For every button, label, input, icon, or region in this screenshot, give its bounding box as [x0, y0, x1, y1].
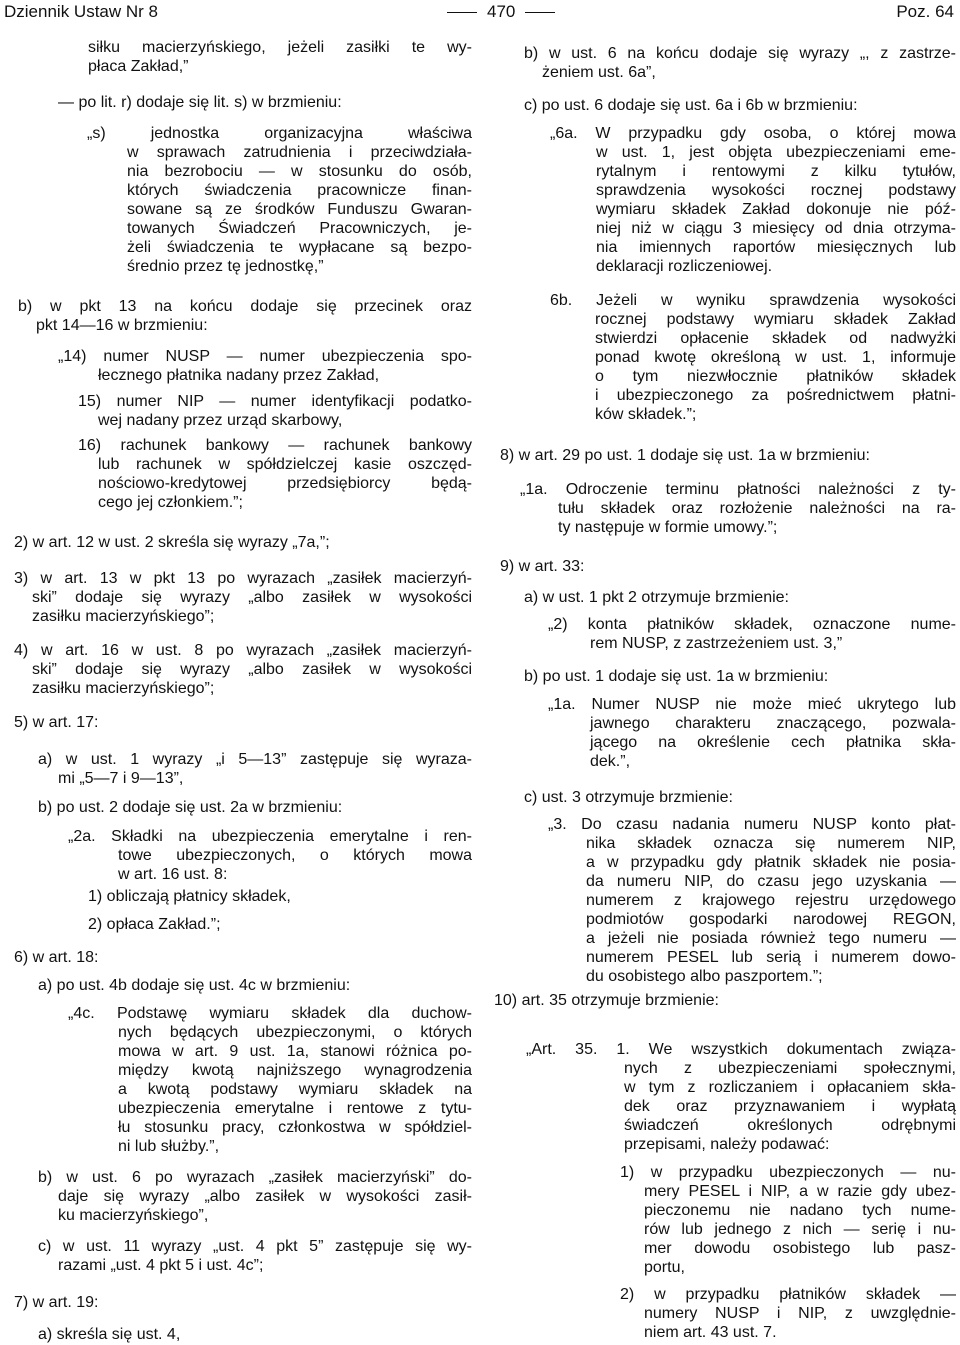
text-line: — po lit. r) dodaje się lit. s) w brzmieniu:: [58, 94, 342, 111]
text-line: razami „ust. 4 pkt 5 i ust. 4c”;: [58, 1257, 264, 1274]
text-line: a) w ust. 1 pkt 2 otrzymuje brzmienie:: [524, 589, 789, 606]
text-line: ków składek.”;: [595, 406, 697, 423]
left-paragraph: [78, 392, 472, 430]
right-paragraph: [620, 1285, 956, 1342]
position-number: Poz. 64: [896, 2, 954, 21]
text-line: 9) w art. 33:: [500, 558, 585, 575]
text-line: 1) obliczają płatnicy składek,: [88, 888, 291, 905]
right-paragraph: [500, 446, 956, 465]
text-line: b) po ust. 2 dodaje się ust. 2a w brzmieniu:: [38, 799, 343, 816]
text-line: portu,: [644, 1259, 685, 1276]
right-paragraph: [548, 815, 956, 986]
right-paragraph: [550, 124, 956, 276]
left-paragraph: [38, 976, 472, 995]
left-paragraph: [14, 641, 472, 698]
text-line: numerem PESEL lub serią i numerem dowo-: [586, 949, 956, 966]
left-paragraph: [14, 533, 472, 552]
text-line: rocznej podstawy wymiaru składek Zakład: [595, 311, 956, 328]
text-line: „1a. Numer NUSP nie może mieć ukrytego lub: [548, 696, 956, 713]
page-number: 470: [437, 2, 565, 21]
text-line: „Art. 35. 1. We wszystkich dokumentach związa-: [526, 1041, 956, 1058]
text-line: 10) art. 35 otrzymuje brzmienie:: [494, 992, 719, 1009]
right-paragraph: [620, 1163, 956, 1277]
text-line: rów lub jednego z nich — serię i nu-: [644, 1221, 956, 1238]
text-line: mery PESEL i NIP, a w razie gdy ubez-: [644, 1183, 956, 1200]
text-line: „2a. Składki na ubezpieczenia emerytalne i ren-: [68, 828, 472, 845]
left-paragraph: [68, 1004, 472, 1156]
right-paragraph: [548, 615, 956, 653]
text-line: podmiotów gospodarki narodowej REGON,: [586, 911, 956, 928]
left-paragraph: [14, 569, 472, 626]
text-line: pieczonemu nie nadano tych nume-: [644, 1202, 956, 1219]
text-line: ski” dodaje się wyrazy „albo zasiłek w wysokości: [32, 661, 472, 678]
left-paragraph: [14, 948, 472, 967]
text-line: w tym z rozliczaniem i opłacaniem skła-: [624, 1079, 956, 1096]
text-line: jawnego charakteru znaczącego, pozwala-: [590, 715, 956, 732]
text-line: nika składek oznacza się numerem NIP,: [586, 835, 956, 852]
text-line: mer dowodu osobistego lub pasz-: [644, 1240, 956, 1257]
right-paragraph: [524, 44, 956, 82]
dash-right: [525, 12, 555, 13]
right-paragraph: [524, 96, 956, 115]
text-line: siłku macierzyńskiego, jeżeli zasiłki te wy-: [88, 39, 472, 56]
text-line: a kwotą podstawy wymiaru składek na: [118, 1081, 472, 1098]
right-paragraph: [548, 695, 956, 771]
text-line: rem NUSP, z zastrzeżeniem ust. 3,”: [590, 635, 843, 652]
text-line: łu stosunku pracy, członkostwa w spółdziel-: [118, 1119, 472, 1136]
right-paragraph: [494, 991, 956, 1010]
text-line: 6) w art. 18:: [14, 949, 99, 966]
left-paragraph: [88, 915, 472, 934]
text-line: 1) w przypadku ubezpieczonych — nu-: [620, 1164, 956, 1181]
right-paragraph: [524, 588, 956, 607]
text-line: jącego na określenie cech płatnika skła-: [590, 734, 956, 751]
text-line: 3) w art. 13 w pkt 13 po wyrazach „zasiłek macierzyń-: [14, 570, 472, 587]
text-line: deklaracji rozliczeniowej.: [596, 258, 773, 275]
text-line: „3. Do czasu nadania numeru NUSP konto płat-: [548, 816, 956, 833]
text-line: du osobistego albo paszportem.”;: [586, 968, 823, 985]
text-line: ponad kwotę określoną w ust. 1, informuje: [595, 349, 956, 366]
text-line: b) w pkt 13 na końcu dodaje się przecinek oraz: [18, 298, 472, 315]
text-line: tułu składek oraz rozłożenie należności na ra-: [558, 500, 956, 517]
text-line: stwierdzi opłacenie składek od nadwyżki: [595, 330, 956, 347]
text-line: towanych Świadczeń Pracowniczych, je-: [127, 220, 472, 237]
text-line: dek oraz przyznawaniem i wypłatą: [624, 1098, 956, 1115]
text-line: ni lub służby.”,: [118, 1138, 220, 1155]
right-paragraph: [550, 291, 956, 424]
text-line: nia bezrobociu — w stosunku do osób,: [127, 163, 472, 180]
text-line: nych będących ubezpieczonymi, o których: [118, 1024, 472, 1041]
text-line: a) po ust. 4b dodaje się ust. 4c w brzmieniu:: [38, 977, 351, 994]
text-line: żeli świadczenia te wypłacane są bezpo-: [127, 239, 472, 256]
text-line: c) w ust. 11 wyrazy „ust. 4 pkt 5” zastępuje się wy-: [38, 1238, 472, 1255]
text-line: „6a. W przypadku gdy osoba, o której mowa: [550, 125, 956, 142]
right-paragraph: [524, 788, 956, 807]
text-line: w sprawach zatrudnienia i przeciwdziała-: [127, 144, 472, 161]
text-line: nia imiennych raportów miesięcznych lub: [596, 239, 956, 256]
journal-title: Dziennik Ustaw Nr 8: [4, 2, 158, 21]
text-line: b) w ust. 6 po wyrazach „zasiłek macierzyński” do-: [38, 1169, 472, 1186]
text-line: średnio przez tę jednostkę,”: [127, 258, 324, 275]
text-line: ty następuje w formie umowy.”;: [558, 519, 778, 536]
text-line: towe ubezpieczonych, o których mowa: [118, 847, 472, 864]
text-line: przepisami, należy podawać:: [624, 1136, 830, 1153]
text-line: c) po ust. 6 dodaje się ust. 6a i 6b w brzmieniu:: [524, 97, 858, 114]
left-paragraph: [18, 297, 472, 335]
page-header: [0, 0, 960, 26]
text-line: mi „5—7 i 9—13”,: [58, 770, 184, 787]
text-line: ski” dodaje się wyrazy „albo zasiłek w wysokości: [32, 589, 472, 606]
dash-left: [447, 12, 477, 13]
text-line: 6b. Jeżeli w wyniku sprawdzenia wysokości: [550, 292, 956, 309]
text-line: daje się wyrazy „albo zasiłek w wysokości zasił-: [58, 1188, 472, 1205]
text-line: łecznego płatnika nadany przez Zakład,: [98, 367, 380, 384]
text-line: 15) numer NIP — numer identyfikacji podatko-: [78, 393, 472, 410]
text-line: zasiłku macierzyńskiego”;: [32, 680, 215, 697]
text-line: pkt 14—16 w brzmieniu:: [36, 317, 208, 334]
text-line: numerem z krajowego rejestru urzędowego: [586, 892, 956, 909]
text-line: „s) jednostka organizacyjna właściwa: [87, 125, 472, 142]
text-line: 5) w art. 17:: [14, 714, 99, 731]
text-line: niem art. 43 ust. 7.: [644, 1324, 777, 1341]
left-paragraph: [78, 436, 472, 512]
text-line: 4) w art. 16 w ust. 8 po wyrazach „zasiłek macierzyń-: [14, 642, 472, 659]
text-line: 16) rachunek bankowy — rachunek bankowy: [78, 437, 472, 454]
text-line: ku macierzyńskiego”,: [58, 1207, 209, 1224]
text-line: sowane są ze środków Funduszu Gwaran-: [127, 201, 472, 218]
text-line: między kwotą najniższego wynagrodzenia: [118, 1062, 472, 1079]
text-line: „1a. Odroczenie terminu płatności należności z ty-: [520, 481, 956, 498]
text-line: „14) numer NUSP — numer ubezpieczenia spo-: [58, 348, 472, 365]
text-line: b) po ust. 1 dodaje się ust. 1a w brzmieniu:: [524, 668, 829, 685]
left-paragraph: [38, 1325, 472, 1344]
left-paragraph: [58, 93, 472, 112]
text-line: w ust. 1, jest objęta ubezpieczeniami eme-: [596, 144, 956, 161]
text-line: płaca Zakład,”: [88, 58, 189, 75]
text-line: 2) opłaca Zakład.”;: [88, 916, 221, 933]
text-line: 7) w art. 19:: [14, 1294, 99, 1311]
text-line: 2) w przypadku płatników składek —: [620, 1286, 956, 1303]
text-line: cego jej członkiem.”;: [98, 494, 243, 511]
left-paragraph: [58, 347, 472, 385]
text-line: wej nadany przez urząd skarbowy,: [98, 412, 343, 429]
text-line: b) w ust. 6 na końcu dodaje się wyrazy „, z zastrze-: [524, 45, 956, 62]
text-line: wymiaru składek Zakład dokonuje nie póź-: [596, 201, 956, 218]
text-line: o tym niezwłocznie płatników składek: [595, 368, 956, 385]
text-line: a jeżeli nie posiada również tego numeru —: [586, 930, 956, 947]
text-line: dek.”,: [590, 753, 631, 770]
text-line: numery NUSP i NIP, z uwzględnie-: [644, 1305, 956, 1322]
left-paragraph: [88, 38, 472, 76]
text-line: nościowo-kredytowej przedsiębiorcy będą-: [98, 475, 472, 492]
left-paragraph: [38, 750, 472, 788]
text-line: świadczeń określonych odrębnymi: [624, 1117, 956, 1134]
text-line: „4c. Podstawę wymiaru składek dla duchow-: [68, 1005, 472, 1022]
right-paragraph: [526, 1040, 956, 1154]
left-paragraph: [68, 827, 472, 884]
left-paragraph: [14, 1293, 472, 1312]
text-line: a) skreśla się ust. 4,: [38, 1326, 181, 1343]
text-line: „2) konta płatników składek, oznaczone nume-: [548, 616, 956, 633]
left-paragraph: [87, 124, 472, 276]
text-line: da numeru NIP, do czasu jego uzyskania —: [586, 873, 956, 890]
text-line: mowa w art. 9 ust. 1a, stanowi różnica po-: [118, 1043, 472, 1060]
text-line: żeniem ust. 6a”,: [542, 64, 656, 81]
text-line: których świadczenia pracownicze finan-: [127, 182, 472, 199]
left-paragraph: [14, 713, 472, 732]
text-line: 2) w art. 12 w ust. 2 skreśla się wyrazy „7a,”;: [14, 534, 330, 551]
text-line: niej niż w ciągu 3 miesięcy od dnia otrzyma-: [596, 220, 956, 237]
left-paragraph: [38, 1168, 472, 1225]
left-paragraph: [88, 887, 472, 906]
text-line: i ubezpieczonego za pośrednictwem płatni-: [595, 387, 956, 404]
left-paragraph: [38, 1237, 472, 1275]
text-line: zasiłku macierzyńskiego”;: [32, 608, 215, 625]
text-line: c) ust. 3 otrzymuje brzmienie:: [524, 789, 733, 806]
right-paragraph: [500, 557, 956, 576]
text-line: w art. 16 ust. 8:: [118, 866, 228, 883]
left-paragraph: [38, 798, 472, 817]
text-line: nych z ubezpieczeniami społecznymi,: [624, 1060, 956, 1077]
right-paragraph: [524, 667, 956, 686]
right-paragraph: [520, 480, 956, 537]
text-line: 8) w art. 29 po ust. 1 dodaje się ust. 1a w brzmieniu:: [500, 447, 870, 464]
text-line: rytalnym i rentowymi z kilku tytułów,: [596, 163, 956, 180]
text-line: lub rachunek w spółdzielczej kasie oszczęd-: [98, 456, 472, 473]
text-line: sprawdzenia wysokości rocznej podstawy: [596, 182, 956, 199]
text-line: a w przypadku gdy płatnik składek nie posia-: [586, 854, 956, 871]
text-line: a) w ust. 1 wyrazy „i 5—13” zastępuje się wyraza-: [38, 751, 472, 768]
text-line: ubezpieczenia emerytalne i rentowe z tytu-: [118, 1100, 472, 1117]
